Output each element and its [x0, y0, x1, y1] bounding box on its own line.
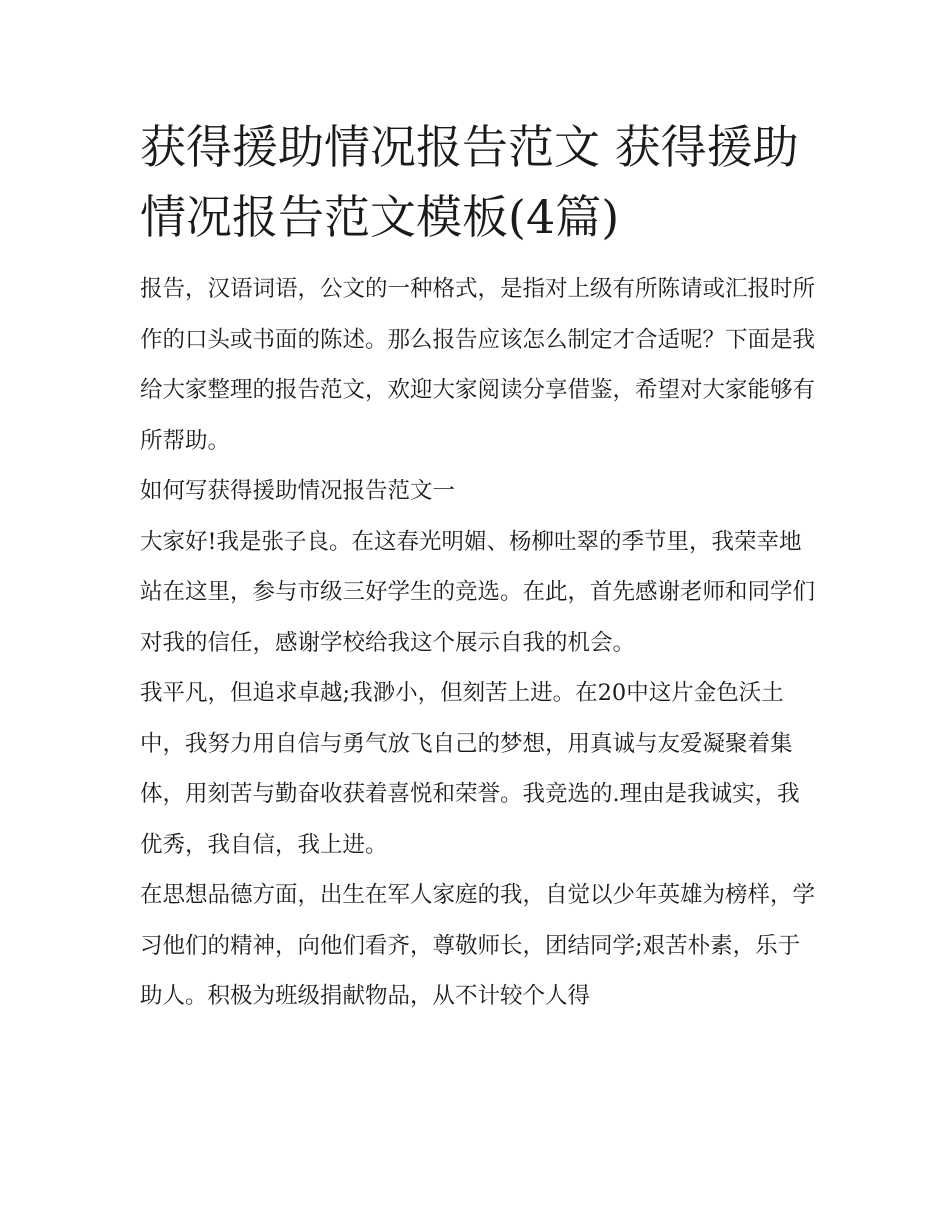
document-body	[140, 112, 815, 1022]
paragraph-greeting: 大家好!我是张子良。在这春光明媚、杨柳吐翠的季节里，我荣幸地站在这里，参与市级三好学生的竞选。在此，首先感谢老师和同学们对我的信任，感谢学校给我这个展示自我的机会。	[140, 528, 816, 656]
paragraph-morality: 在思想品德方面，出生在军人家庭的我，自觉以少年英雄为榜样，学习他们的精神，向他们看齐，尊敬师长，团结同学;艰苦朴素，乐于助人。积极为班级捐献物品，从不计较个人得	[140, 882, 816, 1009]
document-title: 获得援助情况报告范文 获得援助情况报告范文模板(4篇)	[140, 120, 799, 244]
paragraph-intro: 报告，汉语词语，公文的一种格式，是指对上级有所陈请或汇报时所作的口头或书面的陈述。那么报告应该怎么制定才合适呢？下面是我给大家整理的报告范文，欢迎大家阅读分享借鉴，希望对大家能够有所帮助。	[140, 276, 816, 454]
section-heading: 如何写获得援助情况报告范文一	[140, 478, 456, 504]
paragraph-reason: 我平凡，但追求卓越;我渺小，但刻苦上进。在20中这片金色沃土中，我努力用自信与勇气放飞自己的梦想，用真诚与友爱凝聚着集体，用刻苦与勤奋收获着喜悦和荣誉。我竞选的.理由是我诚实，我优秀，我自信，我上进。	[140, 680, 800, 858]
